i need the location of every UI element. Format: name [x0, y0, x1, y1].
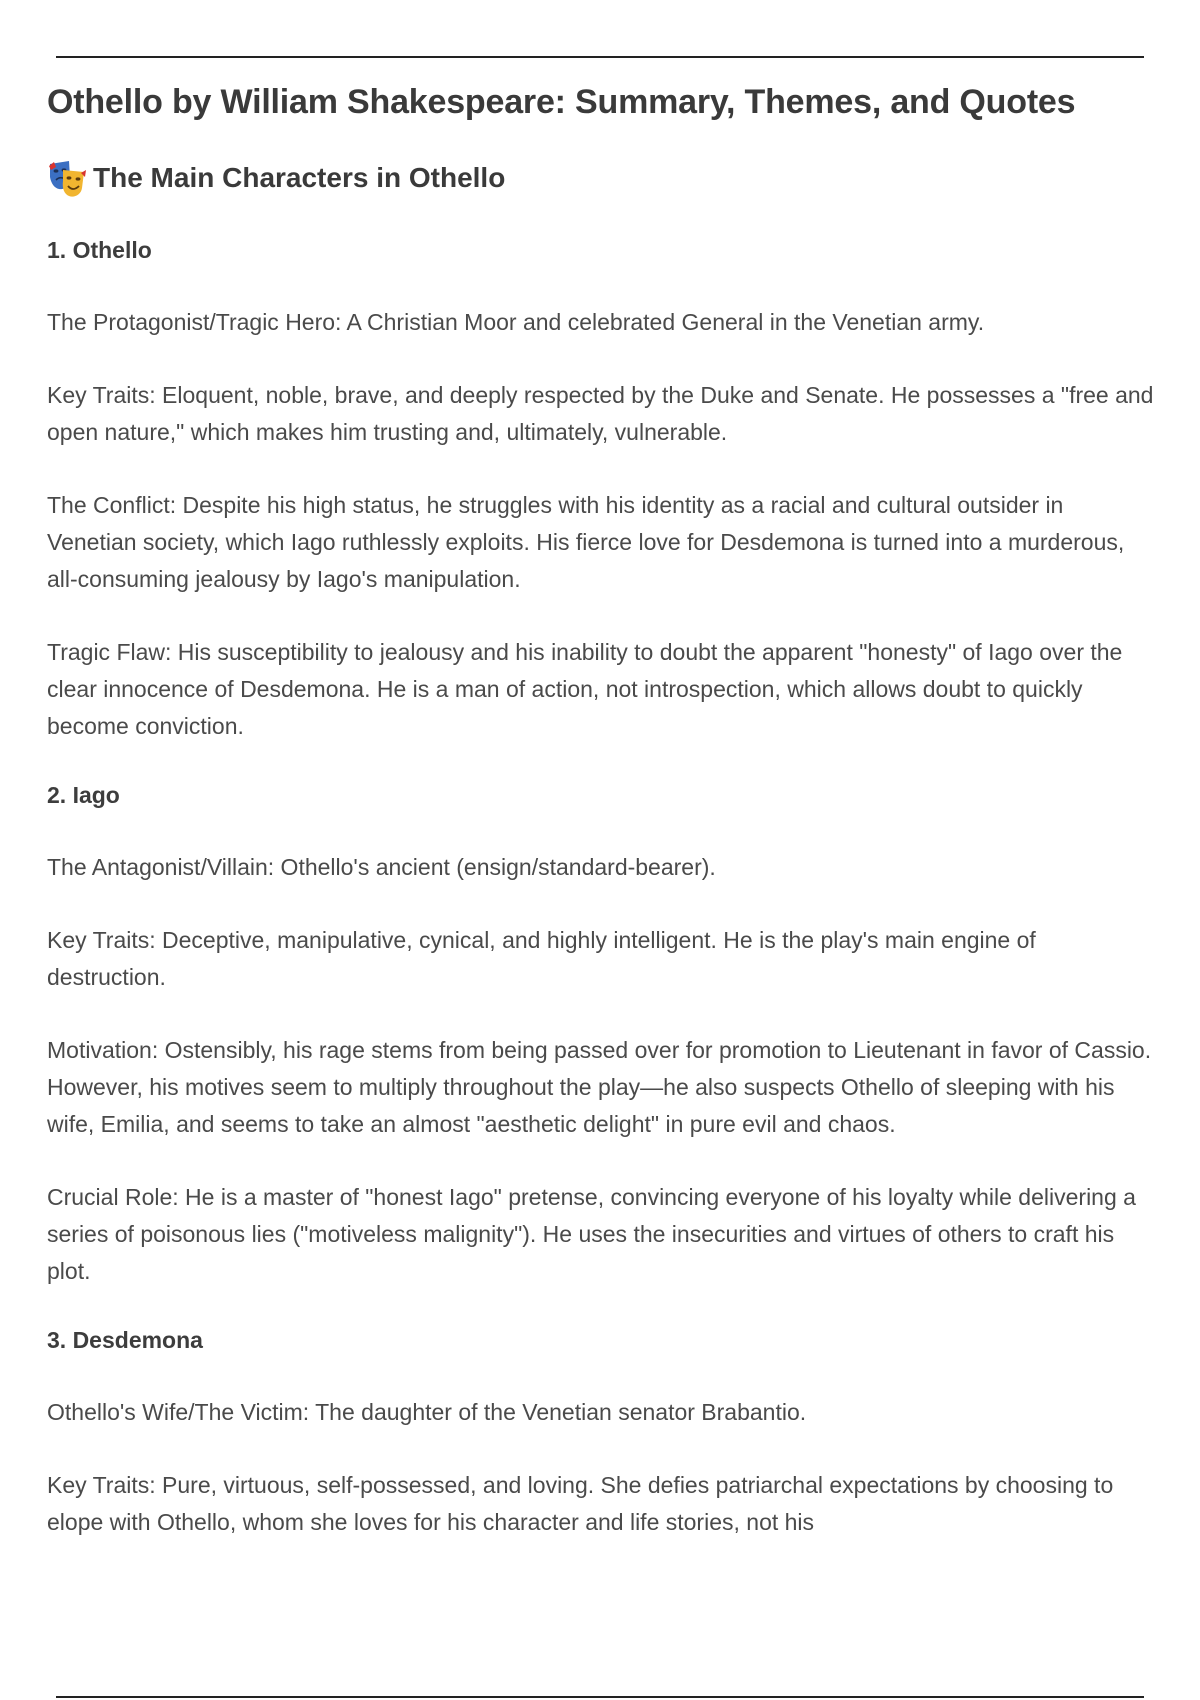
paragraph: The Antagonist/Villain: Othello's ancient (ensign/standard-bearer). [47, 854, 716, 880]
paragraph: Key Traits: Deceptive, manipulative, cynical, and highly intelligent. He is the play's main engine of destruction. [47, 927, 1036, 990]
bottom-divider [56, 1696, 1144, 1698]
paragraph: Crucial Role: He is a master of "honest Iago" pretense, convincing everyone of his loyalty while delivering a series of poisonous lies ("motiveless malignity"). He uses the insecurities and virtues of others to craft his plot. [47, 1184, 1136, 1284]
page-title: Othello by William Shakespeare: Summary, Themes, and Quotes [47, 83, 1076, 121]
top-divider [56, 56, 1144, 58]
character-heading-desdemona: 3. Desdemona [47, 1327, 203, 1353]
document-body [47, 78, 1157, 1541]
character-heading-iago: 2. Iago [47, 782, 120, 808]
character-heading-othello: 1. Othello [47, 237, 152, 263]
paragraph: Othello's Wife/The Victim: The daughter of the Venetian senator Brabantio. [47, 1399, 807, 1425]
section-heading-label: The Main Characters in Othello [93, 162, 506, 193]
paragraph: Tragic Flaw: His susceptibility to jealousy and his inability to doubt the apparent "honesty" of Iago over the clear innocence of Desdemona. He is a man of action, not introspection, which allows doubt to quickly become conviction. [47, 639, 1123, 739]
paragraph: Key Traits: Eloquent, noble, brave, and deeply respected by the Duke and Senate. He possesses a "free and open nature," which makes him trusting and, ultimately, vulnerable. [47, 382, 1154, 445]
paragraph: Key Traits: Pure, virtuous, self-possessed, and loving. She defies patriarchal expectations by choosing to elope with Othello, whom she loves for his character and life stories, not his [47, 1472, 1114, 1535]
section-heading [47, 156, 1157, 200]
paragraph: The Conflict: Despite his high status, he struggles with his identity as a racial and cultural outsider in Venetian society, which Iago ruthlessly exploits. His fierce love for Desdemona is turned into a murderous, all-consuming jealousy by Iago's manipulation. [47, 492, 1125, 592]
paragraph: The Protagonist/Tragic Hero: A Christian Moor and celebrated General in the Venetian army. [47, 309, 985, 335]
paragraph: Motivation: Ostensibly, his rage stems from being passed over for promotion to Lieutenant in favor of Cassio. However, his motives seem to multiply throughout the play—he also suspects Othello of sleeping with his wife, Emilia, and seems to take an almost "aesthetic delight" in pure evil and chaos. [47, 1037, 1152, 1137]
theater-masks-icon [47, 158, 87, 198]
